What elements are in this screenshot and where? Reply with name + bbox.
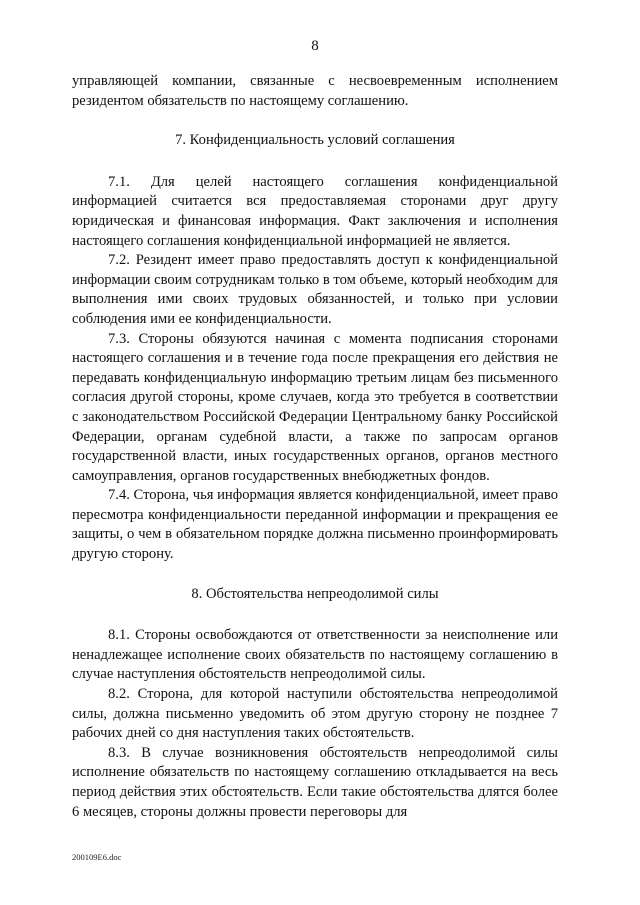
paragraph-7-4: 7.4. Сторона, чья информация является конфиденциальной, имеет право пересмотра конфиденциальности переданной информации и прекращения ее защиты, о чем в обязательном порядке должна письменно проинформировать другую сторону. bbox=[72, 487, 558, 563]
paragraph-7-1: 7.1. Для целей настоящего соглашения конфиденциальной информацией считается вся предоставляемая сторонами друг другу юридическая и финансовая информация. Факт заключения и исполнения настоящего соглашения конфиденциальной информацией не является. bbox=[72, 173, 558, 249]
paragraph-7-2: 7.2. Резидент имеет право предоставлять доступ к конфиденциальной информации своим сотрудникам только в том объеме, который необходим для выполнения ими своих трудовых обязанностей, и только при условии соблюдения ими ее конфиденциальности. bbox=[72, 252, 558, 327]
section-7-title: 7. Конфиденциальность условий соглашения bbox=[175, 132, 455, 149]
paragraph-7-3: 7.3. Стороны обязуются начиная с момента подписания сторонами настоящего соглашения и в течение года после прекращения его действия не передавать конфиденциальную информацию третьим лицам без письменного согласия другой стороны, кроме случаев, когда это требуется в соответствии с законодательством Российской Федерации Центральному банку Российской Федерации, органам судебной власти, а также по запросам органов государственной власти, иных государственных органов, органов местного самоуправления, органов государственных внебюджетных фондов. bbox=[72, 330, 558, 484]
footer-filename: 200109Е6.doc bbox=[72, 852, 122, 862]
document-body bbox=[72, 72, 558, 822]
paragraph-8-1: 8.1. Стороны освобождаются от ответственности за неисполнение или ненадлежащее исполнение своих обязательств по настоящему соглашению в случае наступления обстоятельств непреодолимой силы. bbox=[72, 627, 558, 683]
section-8-title: 8. Обстоятельства непреодолимой силы bbox=[191, 585, 439, 602]
page-number: 8 bbox=[311, 38, 319, 54]
paragraph-8-2: 8.2. Сторона, для которой наступили обстоятельства непреодолимой силы, должна письменно уведомить об этом другую сторону не позднее 7 рабочих дней со дня наступления таких обстоятельств. bbox=[72, 686, 558, 742]
intro-paragraph: управляющей компании, связанные с несвоевременным исполнением резидентом обязательств по настоящему соглашению. bbox=[72, 73, 558, 109]
document-page bbox=[72, 0, 558, 905]
paragraph-8-3: 8.3. В случае возникновения обстоятельств непреодолимой силы исполнение обязательств по настоящему соглашению откладывается на весь период действия этих обстоятельств. Если такие обстоятельства длятся более 6 месяцев, стороны должны провести переговоры для bbox=[72, 744, 558, 820]
